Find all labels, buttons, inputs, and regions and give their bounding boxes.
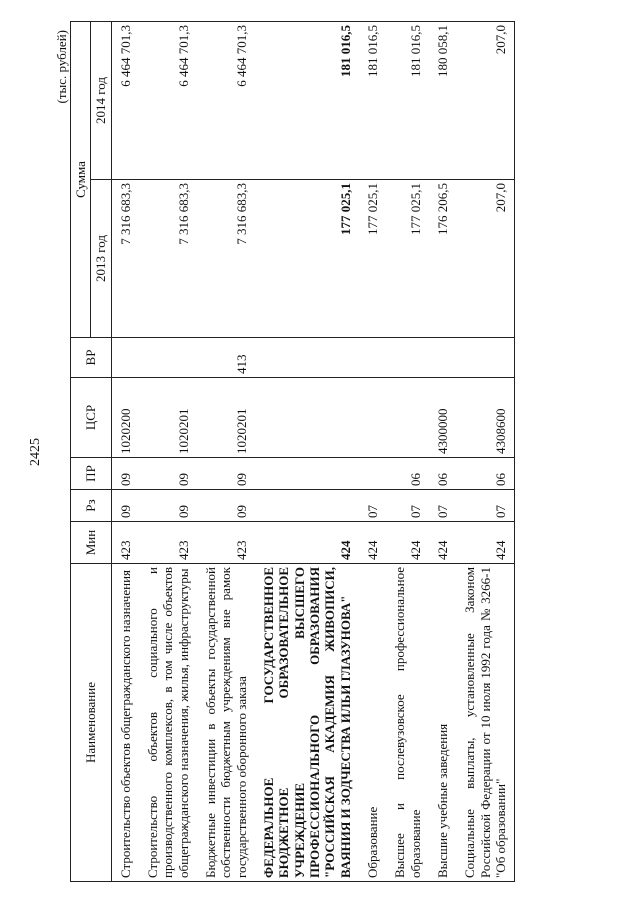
cell-vr [139,338,197,378]
cell-y2014: 181 016,5 [359,22,386,180]
cell-min: 423 [111,522,139,564]
cell-y2014: 6 464 701,3 [111,22,139,180]
cell-name: Бюджетные инвестиции в объекты государственной собственности бюджетным учреждениям вне рамок государственного оборонного заказа [197,564,255,882]
cell-pr: 09 [139,458,197,490]
page-number: 2425 [28,438,43,466]
cell-y2014: 207,0 [456,22,514,180]
table-row [359,22,386,882]
cell-min: 424 [456,522,514,564]
cell-name: Строительство объектов социального и производственного комплексов, в том числе объектов общегражданского назначения, жилья, инфраструктуры [139,564,197,882]
cell-vr [429,338,456,378]
header-csr: ЦСР [71,378,112,458]
cell-name: Образование [359,564,386,882]
cell-csr [255,378,359,458]
cell-pr: 09 [197,458,255,490]
table-row [197,22,255,882]
cell-rz: 09 [111,490,139,522]
cell-y2013: 207,0 [456,180,514,338]
cell-min: 424 [255,522,359,564]
cell-y2014: 180 058,1 [429,22,456,180]
header-2014: 2014 год [91,22,111,180]
cell-pr: 09 [111,458,139,490]
cell-min: 423 [197,522,255,564]
header-name: Наименование [71,564,112,882]
cell-rz: 07 [456,490,514,522]
cell-min: 424 [359,522,386,564]
cell-vr [386,338,429,378]
cell-min: 424 [386,522,429,564]
cell-rz [255,490,359,522]
budget-table [70,21,515,882]
header-vr: ВР [71,338,112,378]
table-row [255,22,359,882]
cell-y2014: 181 016,5 [386,22,429,180]
header-sum: Сумма [71,22,91,338]
cell-y2013: 177 025,1 [359,180,386,338]
cell-name: Строительство объектов общегражданского назначения [111,564,139,882]
cell-y2013: 177 025,1 [255,180,359,338]
cell-y2013: 7 316 683,3 [111,180,139,338]
cell-csr [359,378,386,458]
table-row [111,22,139,882]
cell-rz: 09 [197,490,255,522]
header-rz: Рз [71,490,112,522]
cell-y2013: 7 316 683,3 [139,180,197,338]
cell-y2013: 176 206,5 [429,180,456,338]
cell-y2013: 7 316 683,3 [197,180,255,338]
cell-pr: 06 [386,458,429,490]
cell-pr [359,458,386,490]
cell-csr: 1020201 [197,378,255,458]
units-label: (тыс. рублей) [54,30,69,104]
rotated-page [18,22,618,882]
cell-pr [255,458,359,490]
cell-y2013: 177 025,1 [386,180,429,338]
cell-vr [111,338,139,378]
table-row [456,22,514,882]
cell-min: 423 [139,522,197,564]
cell-y2014: 6 464 701,3 [197,22,255,180]
cell-csr: 4300000 [429,378,456,458]
cell-name: Социальные выплаты, установленные Законом Российской Федерации от 10 июля 1992 года № 3266-1 "Об образовании" [456,564,514,882]
cell-csr: 1020200 [111,378,139,458]
header-min: Мин [71,522,112,564]
cell-name: Высшие учебные заведения [429,564,456,882]
cell-rz: 07 [386,490,429,522]
cell-rz: 07 [429,490,456,522]
table-row [139,22,197,882]
cell-y2014: 6 464 701,3 [139,22,197,180]
cell-csr [386,378,429,458]
cell-csr: 4308600 [456,378,514,458]
header-pr: ПР [71,458,112,490]
cell-vr [359,338,386,378]
cell-csr: 1020201 [139,378,197,458]
cell-min: 424 [429,522,456,564]
cell-name: ФЕДЕРАЛЬНОЕ ГОСУДАРСТВЕННОЕ БЮДЖЕТНОЕ ОБРАЗОВАТЕЛЬНОЕ УЧРЕЖДЕНИЕ ВЫСШЕГО ПРОФЕССИОНАЛЬНОГО ОБРАЗОВАНИЯ "РОССИЙСКАЯ АКАДЕМИЯ ЖИВОПИСИ, ВАЯНИЯ И ЗОДЧЕСТВА ИЛЬИ ГЛАЗУНОВА" [255,564,359,882]
cell-pr: 06 [456,458,514,490]
table-row [429,22,456,882]
header-2013: 2013 год [91,180,111,338]
cell-name: Высшее и послевузовское профессиональное образование [386,564,429,882]
cell-rz: 07 [359,490,386,522]
cell-vr: 413 [197,338,255,378]
cell-pr: 06 [429,458,456,490]
cell-y2014: 181 016,5 [255,22,359,180]
cell-rz: 09 [139,490,197,522]
table-body [111,22,515,882]
cell-vr [456,338,514,378]
table-row [386,22,429,882]
cell-vr [255,338,359,378]
